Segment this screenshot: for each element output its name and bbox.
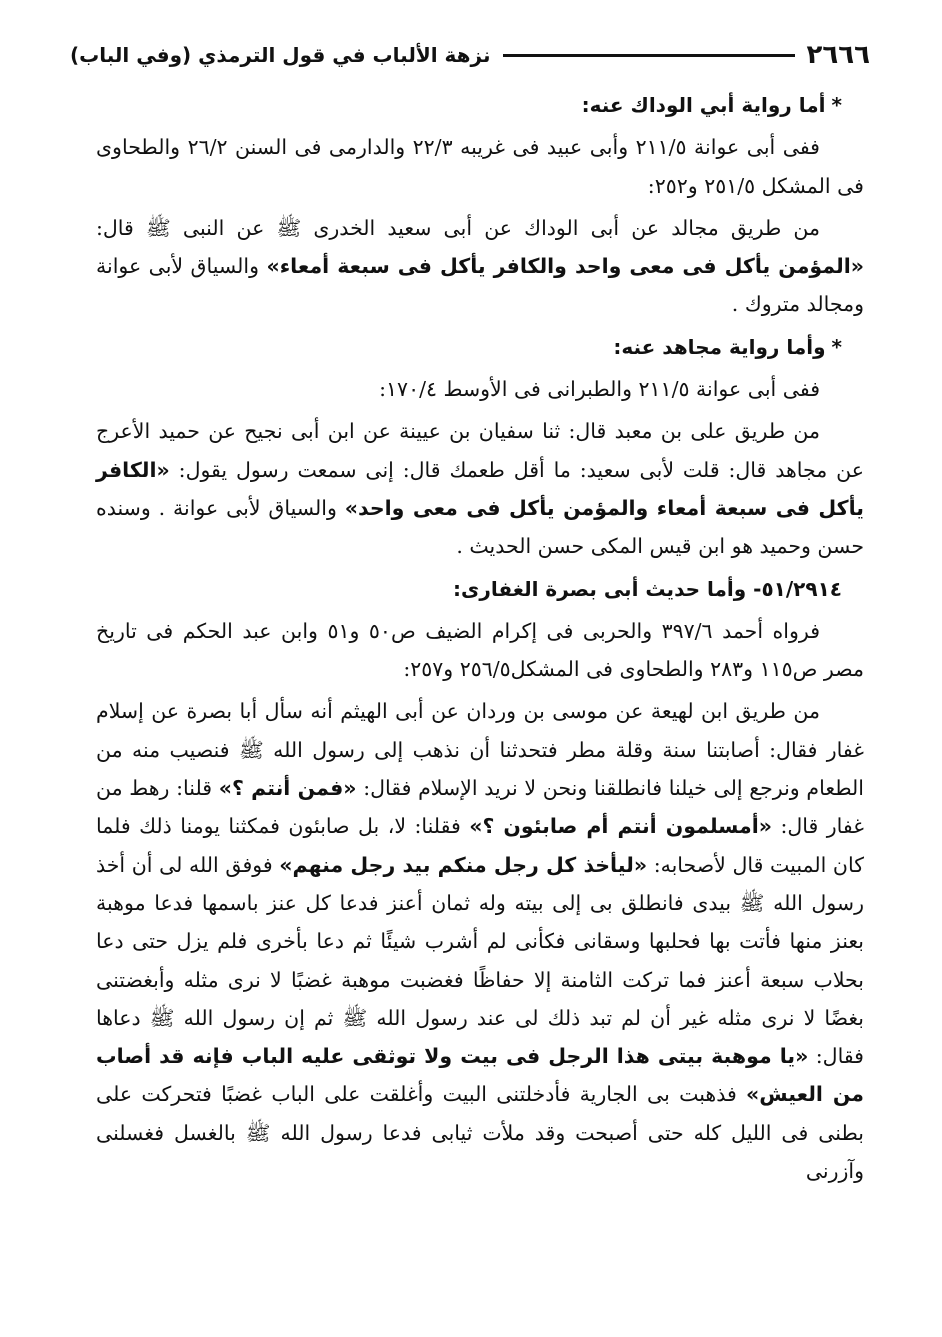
hadith-quote: «يا موهبة بيتى هذا الرجل فى بيت ولا توثقى عليه الباب فإنه قد أصاب من العيش»	[96, 1044, 864, 1107]
running-title: نزهة الألباب في قول الترمذي (وفي الباب)	[70, 43, 491, 67]
hadith-quote: «ليأخذ كل رجل منكم بيد رجل منهم»	[279, 852, 648, 877]
chain-note: والسياق لأبى عوانة . وسنده حسن وحميد هو ابن قيس المكى حسن الحديث .	[96, 495, 864, 559]
chain-note: والسياق لأبى عوانة ومجالد متروك .	[96, 254, 864, 317]
narration-text: من طريق ابن لهيعة عن موسى بن وردان عن أبى الهيثم أنه سأل أبا بصرة عن إسلام غفار فقال: أصابتنا سنة وقلة مطر فتحدثنا أن نذهب إلى رسول الله ﷺ فنصيب منه من الطعام ونرجع إلى خيلنا فانطلقنا ونحن لا نريد الإسلام فقال:	[96, 699, 864, 801]
hadith-quote: «فمن أنتم ؟»	[218, 776, 357, 801]
hadith-quote: «أمسلمون أنتم أم صابئون ؟»	[469, 814, 773, 839]
paragraph-sources-2: ففى أبى عوانة ٢١١/٥ والطبرانى فى الأوسط ١٧٠/٤:	[379, 377, 820, 402]
narration-text: فقلنا: لا، بل صابئون فمكثنا يومنا ذلك فلما كان المبيت قال لأصحابه:	[96, 814, 864, 877]
narration-text: فذهبت بى الجارية فأدخلتنى البيت وأغلقت على الباب غضبًا فتحركت على بطنى فى الليل كله حتى أصبحت وقد ملأت ثيابى فدعا رسول الله ﷺ بالغسل فغسلنى وآزرنى	[96, 1082, 864, 1184]
section-heading-abu-alwaddak	[96, 86, 864, 124]
paragraph-narration	[96, 692, 864, 1190]
chain-text: من طريق مجالد عن أبى الوداك عن أبى سعيد الخدرى ﷺ عن النبى ﷺ قال:	[96, 215, 820, 240]
asterisk-marker: *	[831, 334, 842, 359]
page-header	[70, 30, 870, 80]
paragraph-chain-2	[96, 412, 864, 565]
header-rule	[503, 54, 795, 57]
heading-text: وأما رواية مجاهد عنه:	[613, 334, 826, 359]
section-heading-mujahid	[96, 328, 864, 366]
heading-text: ٥١/٢٩١٤- وأما حديث أبى بصرة الغفارى:	[453, 576, 842, 601]
heading-text: أما رواية أبي الوداك عنه:	[581, 93, 826, 117]
chain-text: من طريق على بن معبد قال: ثنا سفيان بن عيينة عن ابن أبى نجيح عن حميد الأعرج عن مجاهد قال: قلت لأبى سعيد: ما أقل طعمك قال: إنى سمعت رسول يقول:	[96, 419, 864, 482]
section-heading-abu-basra	[96, 570, 864, 608]
page-body	[96, 86, 864, 1194]
paragraph-chain-1	[96, 209, 864, 324]
paragraph-sources-3: فرواه أحمد ٣٩٧/٦ والحربى فى إكرام الضيف ص٥٠ و٥١ وابن عبد الحكم فى تاريخ مصر ص١١٥ و٢٨٣ والطحاوى فى المشكل٢٥٦/٥ و٢٥٧:	[96, 618, 864, 682]
asterisk-marker: *	[831, 93, 842, 117]
hadith-quote: «الكافر يأكل فى سبعة أمعاء والمؤمن يأكل فى معى واحد»	[96, 457, 864, 520]
hadith-quote: «المؤمن يأكل فى معى واحد والكافر يأكل فى سبعة أمعاء»	[266, 254, 864, 279]
narration-text: قلنا: رهط من غفار قال:	[96, 776, 864, 839]
narration-text: فوفق الله لى أن أخذ رسول الله ﷺ بيدى فانطلق بى إلى بيته وله ثمان أعنز فدعا كل عنز باسمها فدعا موهبة بعنز منها فأتت بها فحلبها وسقانى فكأنى لم أشرب شيئًا ثم دعا بأخرى فلم يزل حتى دعا بحلاب سبعة أعنز فما تركت الثامنة إلا حفاظًا فغضبت موهبة غضبًا لا نرى مثله وأبغضتنى بغضًا لا نرى مثله غير أن لم تبد ذلك لى عند رسول الله ﷺ ثم إن رسول الله ﷺ دعاها فقال:	[96, 852, 864, 1069]
page-number: ٢٦٦٦	[806, 40, 870, 70]
paragraph-sources-1: ففى أبى عوانة ٢١١/٥ وأبى عبيد فى غريبه ٢٢/٣ والدارمى فى السنن ٢٦/٢ والطحاوى فى المشكل ٢٥١/٥ و٢٥٢:	[96, 135, 864, 198]
